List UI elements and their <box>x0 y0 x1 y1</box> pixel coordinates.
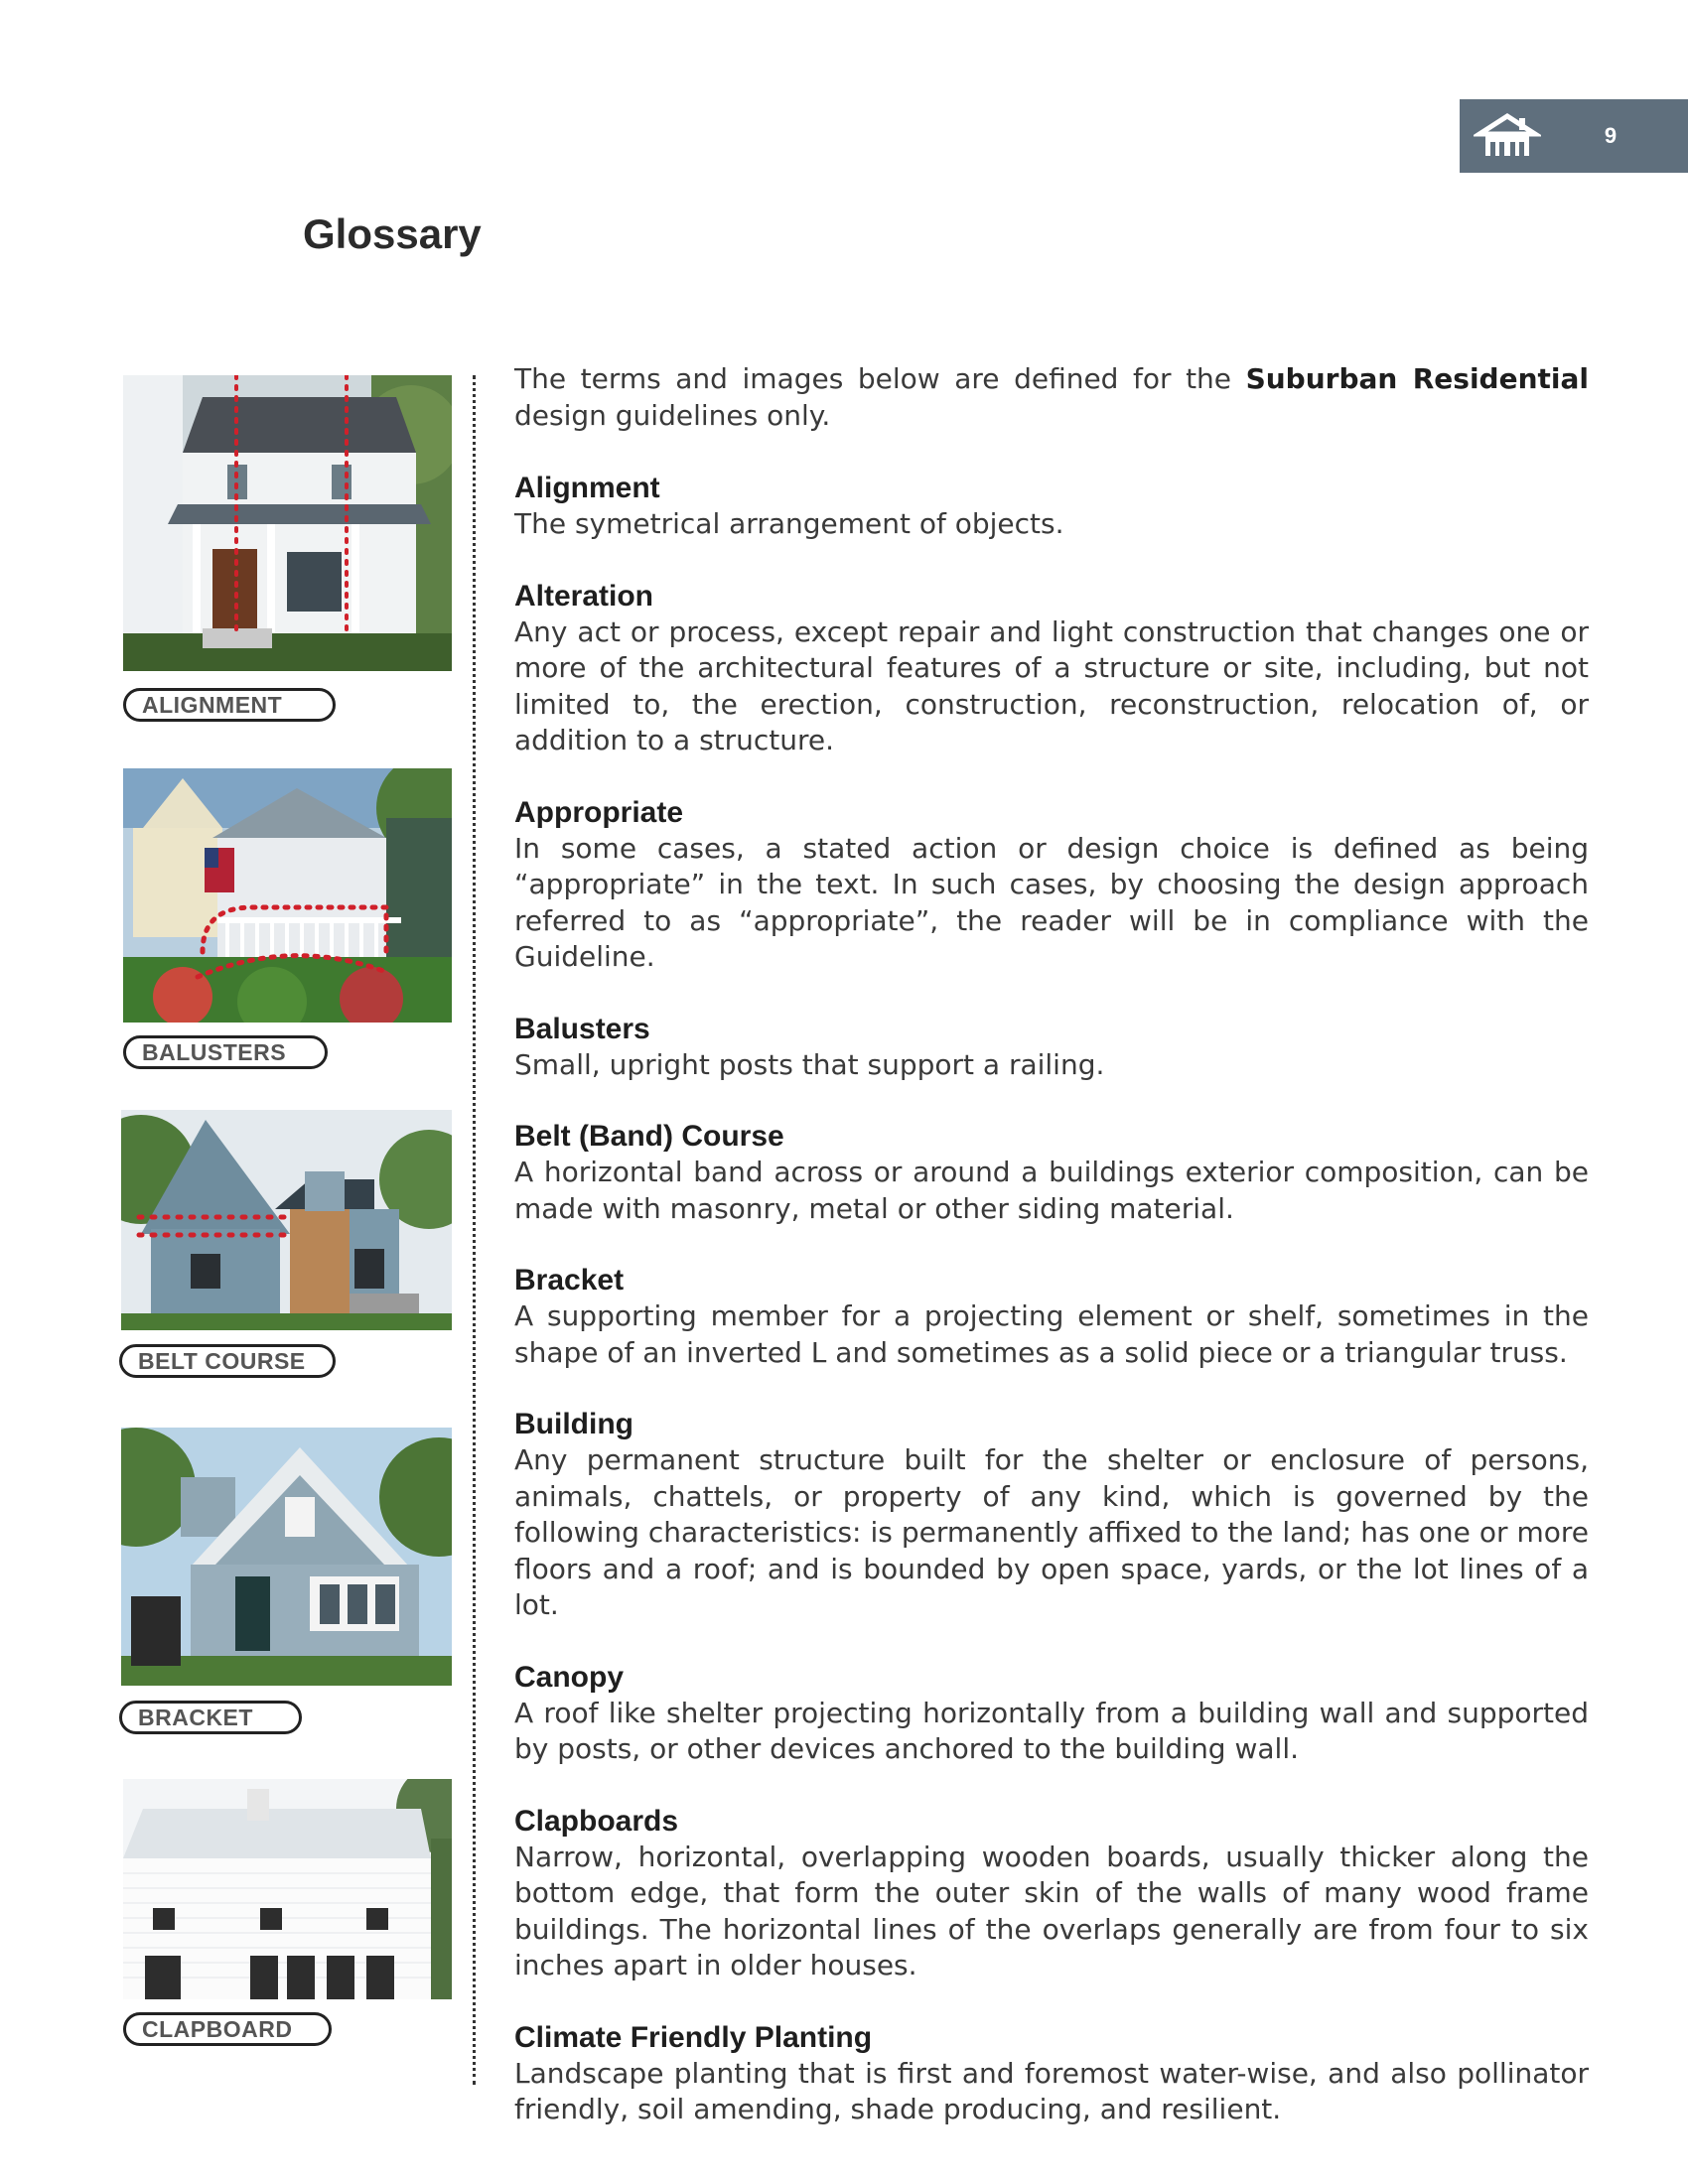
term-definition: A horizontal band across or around a buildings exterior composition, can be made with masonry, metal or other siding material. <box>514 1156 1589 1225</box>
glossary-entry-balusters <box>514 1012 1589 1084</box>
term-title: Building <box>514 1408 633 1440</box>
page-number-tab <box>1460 99 1688 173</box>
caption-balusters: BALUSTERS <box>123 1035 328 1069</box>
house-icon <box>1474 112 1541 160</box>
glossary-entry-alignment <box>514 471 1589 543</box>
term-definition: Landscape planting that is first and foremost water-wise, and also pollinator friendly, soil amending, shade producing, and resilient. <box>514 2056 1589 2125</box>
page-title: Glossary <box>303 210 482 257</box>
glossary-content <box>514 361 1589 2164</box>
glossary-entry-climate-friendly-planting <box>514 2020 1589 2128</box>
caption-alignment: ALIGNMENT <box>123 688 336 722</box>
glossary-entry-alteration <box>514 579 1589 759</box>
glossary-entry-appropriate <box>514 795 1589 976</box>
term-definition: The symetrical arrangement of objects. <box>514 507 1064 540</box>
balusters-photo <box>123 768 452 1023</box>
belt-course-photo <box>121 1110 452 1330</box>
term-definition: Any permanent structure built for the shelter or enclosure of persons, animals, chattels, or property of any kind, which is governed by the following characteristics: is permanently affixed to the land; has one or more floors and a roof; and is bounded by open space, yards, or the lot lines of a lot. <box>514 1443 1589 1621</box>
term-title: Climate Friendly Planting <box>514 2020 873 2054</box>
alignment-photo <box>123 375 452 671</box>
term-definition: Any act or process, except repair and light construction that changes one or more of the architectural features of a structure or site, including, but not limited to, the erection, construction, reconstruction, relocation of, or addition to a structure. <box>514 614 1589 756</box>
term-title: Balusters <box>514 1012 650 1045</box>
glossary-entry-building <box>514 1407 1589 1624</box>
intro-paragraph: The terms and images below are defined for the Suburban Residential design guidelines only. <box>514 362 1589 432</box>
term-definition: Narrow, horizontal, overlapping wooden boards, usually thicker along the bottom edge, that form the outer skin of the walls of many wood frame buildings. The horizontal lines of the overlaps generally are from four to six inches apart in older houses. <box>514 1840 1589 1981</box>
bracket-photo <box>121 1428 452 1686</box>
page-number: 9 <box>1604 123 1618 148</box>
term-title: Bracket <box>514 1264 625 1297</box>
term-title: Belt (Band) Course <box>514 1120 784 1153</box>
term-title: Alignment <box>514 472 660 504</box>
intro-emphasis: Suburban Residential <box>1245 362 1589 395</box>
column-divider <box>473 375 476 2085</box>
caption-bracket: BRACKET <box>119 1701 302 1734</box>
term-title: Clapboards <box>514 1804 679 1838</box>
term-definition: Small, upright posts that support a railing. <box>514 1047 1105 1081</box>
term-definition: In some cases, a stated action or design choice is defined as being “appropriate” in the text. In such cases, by choosing the design approach referred to as “appropriate”, the reader will be in compliance with the Guideline. <box>514 831 1589 973</box>
glossary-entry-canopy <box>514 1660 1589 1768</box>
term-title: Canopy <box>514 1660 625 1694</box>
glossary-entry-clapboards <box>514 1804 1589 1984</box>
glossary-entry-belt-course <box>514 1119 1589 1227</box>
term-definition: A roof like shelter projecting horizontally from a building wall and supported by posts, or other devices anchored to the building wall. <box>514 1696 1589 1765</box>
term-definition: A supporting member for a projecting element or shelf, sometimes in the shape of an inverted L and sometimes as a solid piece or a triangular truss. <box>514 1299 1589 1369</box>
term-title: Appropriate <box>514 795 684 829</box>
clapboard-photo <box>123 1779 452 1999</box>
glossary-entry-bracket <box>514 1263 1589 1371</box>
term-title: Alteration <box>514 579 654 613</box>
caption-clapboard: CLAPBOARD <box>123 2012 332 2046</box>
caption-belt-course: BELT COURSE <box>119 1344 336 1378</box>
